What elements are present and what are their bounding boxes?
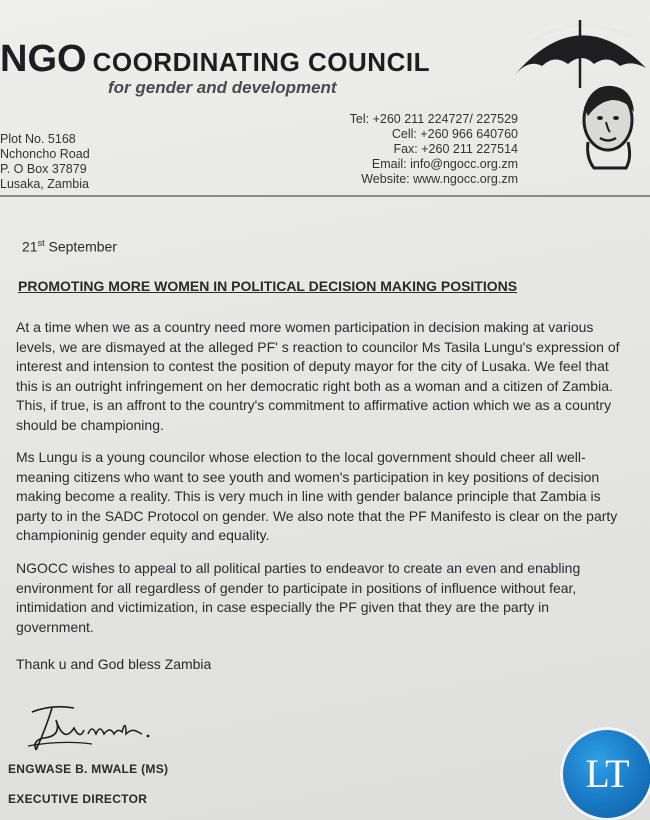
signer-name: ENGWASE B. MWALE (MS) — [8, 762, 169, 776]
letter-closing: Thank u and God bless Zambia — [16, 656, 212, 672]
org-address — [0, 132, 90, 192]
contact-website: Website: www.ngocc.org.zm — [361, 172, 518, 186]
org-name — [0, 38, 430, 81]
letterhead-divider — [0, 195, 650, 197]
umbrella-woman-logo-icon — [508, 8, 648, 178]
letter-subject: PROMOTING MORE WOMEN IN POLITICAL DECISION MAKING POSITIONS — [18, 278, 518, 294]
signer-title: EXECUTIVE DIRECTOR — [8, 792, 148, 806]
paragraph-3: NGOCC wishes to appeal to all political parties to endeavor to create an even and enabling environment for all regardless of gender to participate in positions of influence without fear, intimidation and victimization, in case especially the PF given that they are the party in government. — [16, 560, 581, 635]
lt-watermark-badge — [563, 730, 650, 818]
date-suffix: st — [37, 238, 45, 248]
contact-tel: Tel: +260 211 224727/ 227529 — [349, 112, 518, 126]
address-line: Nchoncho Road — [0, 147, 90, 161]
letter-date — [22, 238, 117, 255]
org-name-rest: COORDINATING COUNCIL — [92, 47, 430, 77]
org-tagline: for gender and development — [108, 78, 337, 97]
paragraph-1: At a time when we as a country need more women participation in decision making at various levels, we are dismayed at the alleged PF' s reaction to councilor Ms Tasila Lungu's expression of interest and intension to contest the position of deputy mayor for the city of Lusaka. We feel that this is an outright infringement on her democratic right both as a woman and a citizen of Zambia. This, if true, is an affront to the country's commitment to affirmative action which we as a country should be championing. — [16, 319, 620, 433]
badge-text: LT — [585, 751, 629, 796]
paragraph-2: Ms Lungu is a young councilor whose election to the local government should cheer all well-meaning citizens who want to see youth and women's participation in key positions of decision making become a reality. This is very much in line with gender balance principle that Zambia is party to in the SADC Protocol on gender. We also note that the PF Manifesto is clear on the party championinig gender equity and equality. — [16, 449, 618, 543]
address-line: P. O Box 37879 — [0, 162, 87, 176]
address-line: Lusaka, Zambia — [0, 177, 89, 191]
org-short-name: NGO — [0, 38, 87, 80]
date-day: 21 — [22, 238, 38, 255]
contact-cell: Cell: +260 966 640760 — [391, 127, 518, 141]
date-month: September — [44, 238, 117, 255]
handwritten-signature — [22, 700, 162, 760]
contact-fax: Fax: +260 211 227514 — [393, 142, 518, 156]
contact-email: Email: info@ngocc.org.zm — [371, 157, 518, 171]
org-contacts — [350, 112, 518, 187]
address-line: Plot No. 5168 — [0, 132, 76, 146]
